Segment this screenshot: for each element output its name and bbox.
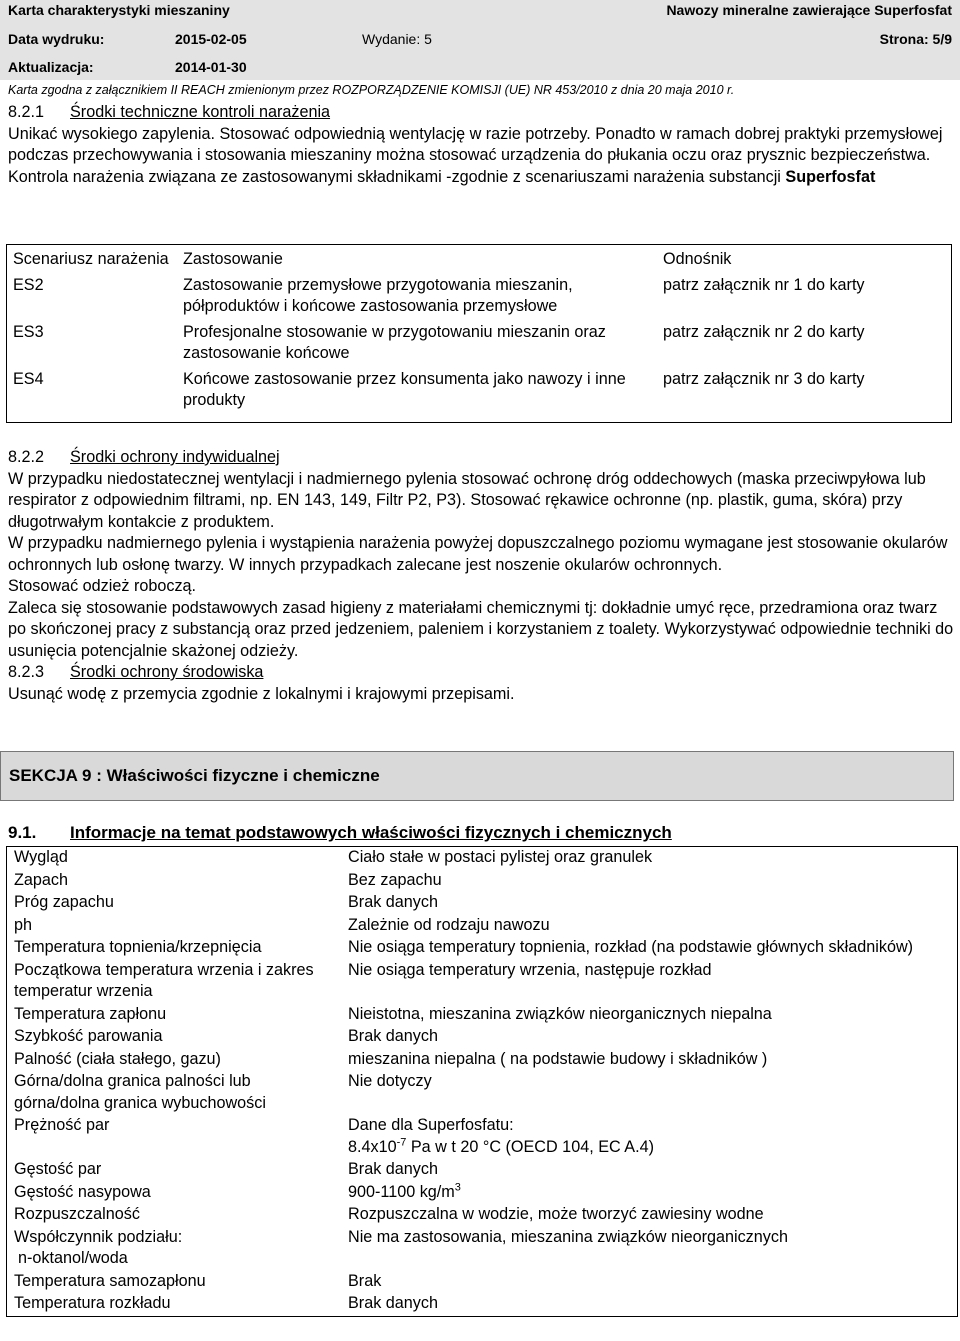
- page-number: Strona: 5/9: [879, 31, 952, 47]
- section-821: [8, 102, 954, 188]
- property-value-line: Dane dla Superfosfatu:: [348, 1116, 514, 1134]
- property-value: Brak danych: [348, 1294, 438, 1312]
- table-row: [7, 1204, 958, 1227]
- table-header-row: [7, 245, 952, 271]
- property-value: Nie ma zastosowania, mieszanina związków nieorganicznych: [348, 1227, 788, 1246]
- property-name: Próg zapachu: [14, 893, 114, 911]
- column-header: Odnośnik: [663, 250, 732, 268]
- table-row: [7, 892, 958, 915]
- property-name: Zapach: [14, 870, 68, 889]
- property-name: Temperatura samozapłonu: [14, 1271, 206, 1290]
- property-value: 900-1100 $kg/m^3$: [348, 1181, 461, 1201]
- product-title: Nawozy mineralne zawierające Superfosfat: [666, 2, 952, 18]
- table-row: [7, 870, 958, 893]
- section-9-heading: SEKCJA 9 : Właściwości fizyczne i chemiczne: [0, 751, 954, 801]
- property-value: Nieistotna, mieszanina związków nieorganicznych niepalna: [348, 1004, 772, 1023]
- exposure-scenario-table: [6, 244, 952, 423]
- table-row: [7, 937, 958, 960]
- table-cell: patrz załącznik nr 2 do karty: [663, 322, 865, 341]
- section-823-heading: 8.2.3 Środki ochrony środowiska: [8, 663, 264, 681]
- section-822-text-4: Zaleca się stosowanie podstawowych zasad higieny z materiałami chemicznymi tj: dokładnie umyć ręce, przedramiona oraz twarz po skończonej pracy z substancją oraz przed jedzeniem, paleniem i korzystaniem z toalety. Wykorzystywać odpowiednie techniki do usunięcia potencjalnie skażonej odzieży.: [8, 598, 954, 660]
- property-name: Wygląd: [14, 848, 68, 866]
- print-date: 2015-02-05: [175, 31, 247, 47]
- table-row: [7, 1049, 958, 1072]
- table-row: [7, 1026, 958, 1049]
- table-cell: ES4: [13, 369, 44, 388]
- property-value: Brak danych: [348, 1160, 438, 1178]
- property-value: Nie osiąga temperatury wrzenia, następuje rozkład: [348, 960, 712, 979]
- table-cell: ES3: [13, 322, 44, 341]
- table-row: [7, 1227, 958, 1271]
- section-822-text-2: W przypadku nadmiernego pylenia i wystąpienia narażenia powyżej dopuszczalnego poziomu wymagane jest stosowanie okularów ochronnych lub osłonę twarzy. W innych przypadkach zalecane jest noszenie okularów ochronnych.: [8, 534, 948, 574]
- property-name: Początkowa temperatura wrzenia i zakres temperatur wrzenia: [14, 960, 314, 1000]
- table-row: [7, 1293, 958, 1316]
- table-row: [7, 915, 958, 938]
- property-name: Gęstość nasypowa: [14, 1182, 151, 1201]
- section-822-heading: 8.2.2 Środki ochrony indywidualnej: [8, 448, 280, 466]
- section-822: [8, 447, 954, 705]
- property-name: Szybkość parowania: [14, 1027, 163, 1045]
- table-row: [7, 1159, 958, 1182]
- update-label: Aktualizacja:: [8, 59, 94, 75]
- property-name: Palność (ciała stałego, gazu): [14, 1049, 221, 1068]
- property-value: [341, 1115, 958, 1159]
- section-822-text-3: Stosować odzież roboczą.: [8, 577, 197, 595]
- property-value: Nie dotyczy: [348, 1072, 432, 1090]
- property-name: Prężność par: [14, 1116, 110, 1134]
- section-821-heading: 8.2.1 Środki techniczne kontroli narażenia: [8, 103, 331, 121]
- table-row: [7, 1004, 958, 1027]
- regulation-note: Karta zgodna z załącznikiem II REACH zmienionym przez ROZPORZĄDZENIE KOMISJI (UE) NR 453/2010 z dnia 20 maja 2010 r.: [8, 83, 735, 97]
- table-cell: Zastosowanie przemysłowe przygotowania mieszanin, półproduktów i końcowe zastosowania przemysłowe: [183, 275, 573, 315]
- property-name: Rozpuszczalność: [14, 1205, 140, 1223]
- section-821-text-2: Kontrola narażenia związana ze zastosowanymi składnikami -zgodnie z scenariuszami narażenia substancji Superfosfat: [8, 167, 876, 186]
- table-row: [7, 960, 958, 1004]
- property-value: Brak danych: [348, 1027, 438, 1045]
- print-date-label: Data wydruku:: [8, 31, 105, 47]
- subsection-91-heading: 9.1. Informacje na temat podstawowych właściwości fizycznych i chemicznych: [8, 823, 672, 842]
- table-row: [7, 365, 952, 423]
- property-value: Nie osiąga temperatury topnienia, rozkład (na podstawie głównych składników): [348, 938, 914, 956]
- property-name: Gęstość par: [14, 1160, 102, 1178]
- update-date: 2014-01-30: [175, 59, 247, 75]
- column-header: Scenariusz narażenia: [13, 250, 169, 268]
- section-821-text: Unikać wysokiego zapylenia. Stosować odpowiednią wentylację w razie potrzeby. Ponadto w ramach dobrej praktyki przemysłowej podczas przechowywania i stosowania mieszaniny można stosować urządzenia do płukania oczu oraz prysznic bezpieczeństwa.: [8, 124, 943, 164]
- property-value: Brak: [348, 1271, 382, 1290]
- section-823-text: Usunąć wodę z przemycia zgodnie z lokalnymi i krajowymi przepisami.: [8, 684, 515, 703]
- table-row: [7, 318, 952, 365]
- property-name: ph: [14, 915, 33, 934]
- table-row: [7, 1182, 958, 1205]
- property-value: Zależnie od rodzaju nawozu: [348, 915, 550, 934]
- property-name: Współczynnik podziału: n-oktanol/woda: [14, 1227, 183, 1267]
- property-name: Temperatura rozkładu: [14, 1294, 171, 1312]
- column-header: Zastosowanie: [183, 250, 283, 268]
- property-value: mieszanina niepalna ( na podstawie budowy i składników ): [348, 1049, 768, 1068]
- property-value: Brak danych: [348, 893, 438, 911]
- table-row: [7, 1115, 958, 1159]
- document-header: [0, 0, 960, 98]
- section-822-text-1: W przypadku niedostatecznej wentylacji i nadmiernego pylenia stosować ochronę dróg oddechowych (maska przeciwpyłowa lub respirator z odpowiednim filtrami, np. EN 143, 149, Filtr P2, P3). Stosować rękawice ochronne (np. plastik, guma, skóra) przy długotrwałym kontakcie z produktem.: [8, 469, 926, 531]
- property-value: Rozpuszczalna w wodzie, może tworzyć zawiesiny wodne: [348, 1205, 764, 1223]
- table-cell: Profesjonalne stosowanie w przygotowaniu mieszanin oraz zastosowanie końcowe: [183, 322, 606, 362]
- table-row: [7, 1071, 958, 1115]
- property-value-line: $8.4x10^{-7}$ Pa w t 20 °C (OECD 104, EC A.4): [348, 1136, 654, 1156]
- table-cell: Końcowe zastosowanie przez konsumenta jako nawozy i inne produkty: [183, 369, 626, 409]
- properties-table: [6, 846, 958, 1317]
- table-cell: patrz załącznik nr 1 do karty: [663, 275, 865, 294]
- property-name: Temperatura topnienia/krzepnięcia: [14, 938, 262, 956]
- table-row: [7, 1271, 958, 1294]
- property-value: Ciało stałe w postaci pylistej oraz granulek: [348, 848, 653, 866]
- table-row: [7, 847, 958, 870]
- property-value: Bez zapachu: [348, 870, 442, 889]
- property-name: Temperatura zapłonu: [14, 1004, 167, 1023]
- table-cell: ES2: [13, 275, 44, 294]
- edition: Wydanie: 5: [362, 31, 432, 47]
- property-name: Górna/dolna granica palności lub górna/dolna granica wybuchowości: [14, 1072, 266, 1112]
- table-row: [7, 271, 952, 318]
- table-cell: patrz załącznik nr 3 do karty: [663, 369, 865, 388]
- document-title: Karta charakterystyki mieszaniny: [8, 2, 230, 18]
